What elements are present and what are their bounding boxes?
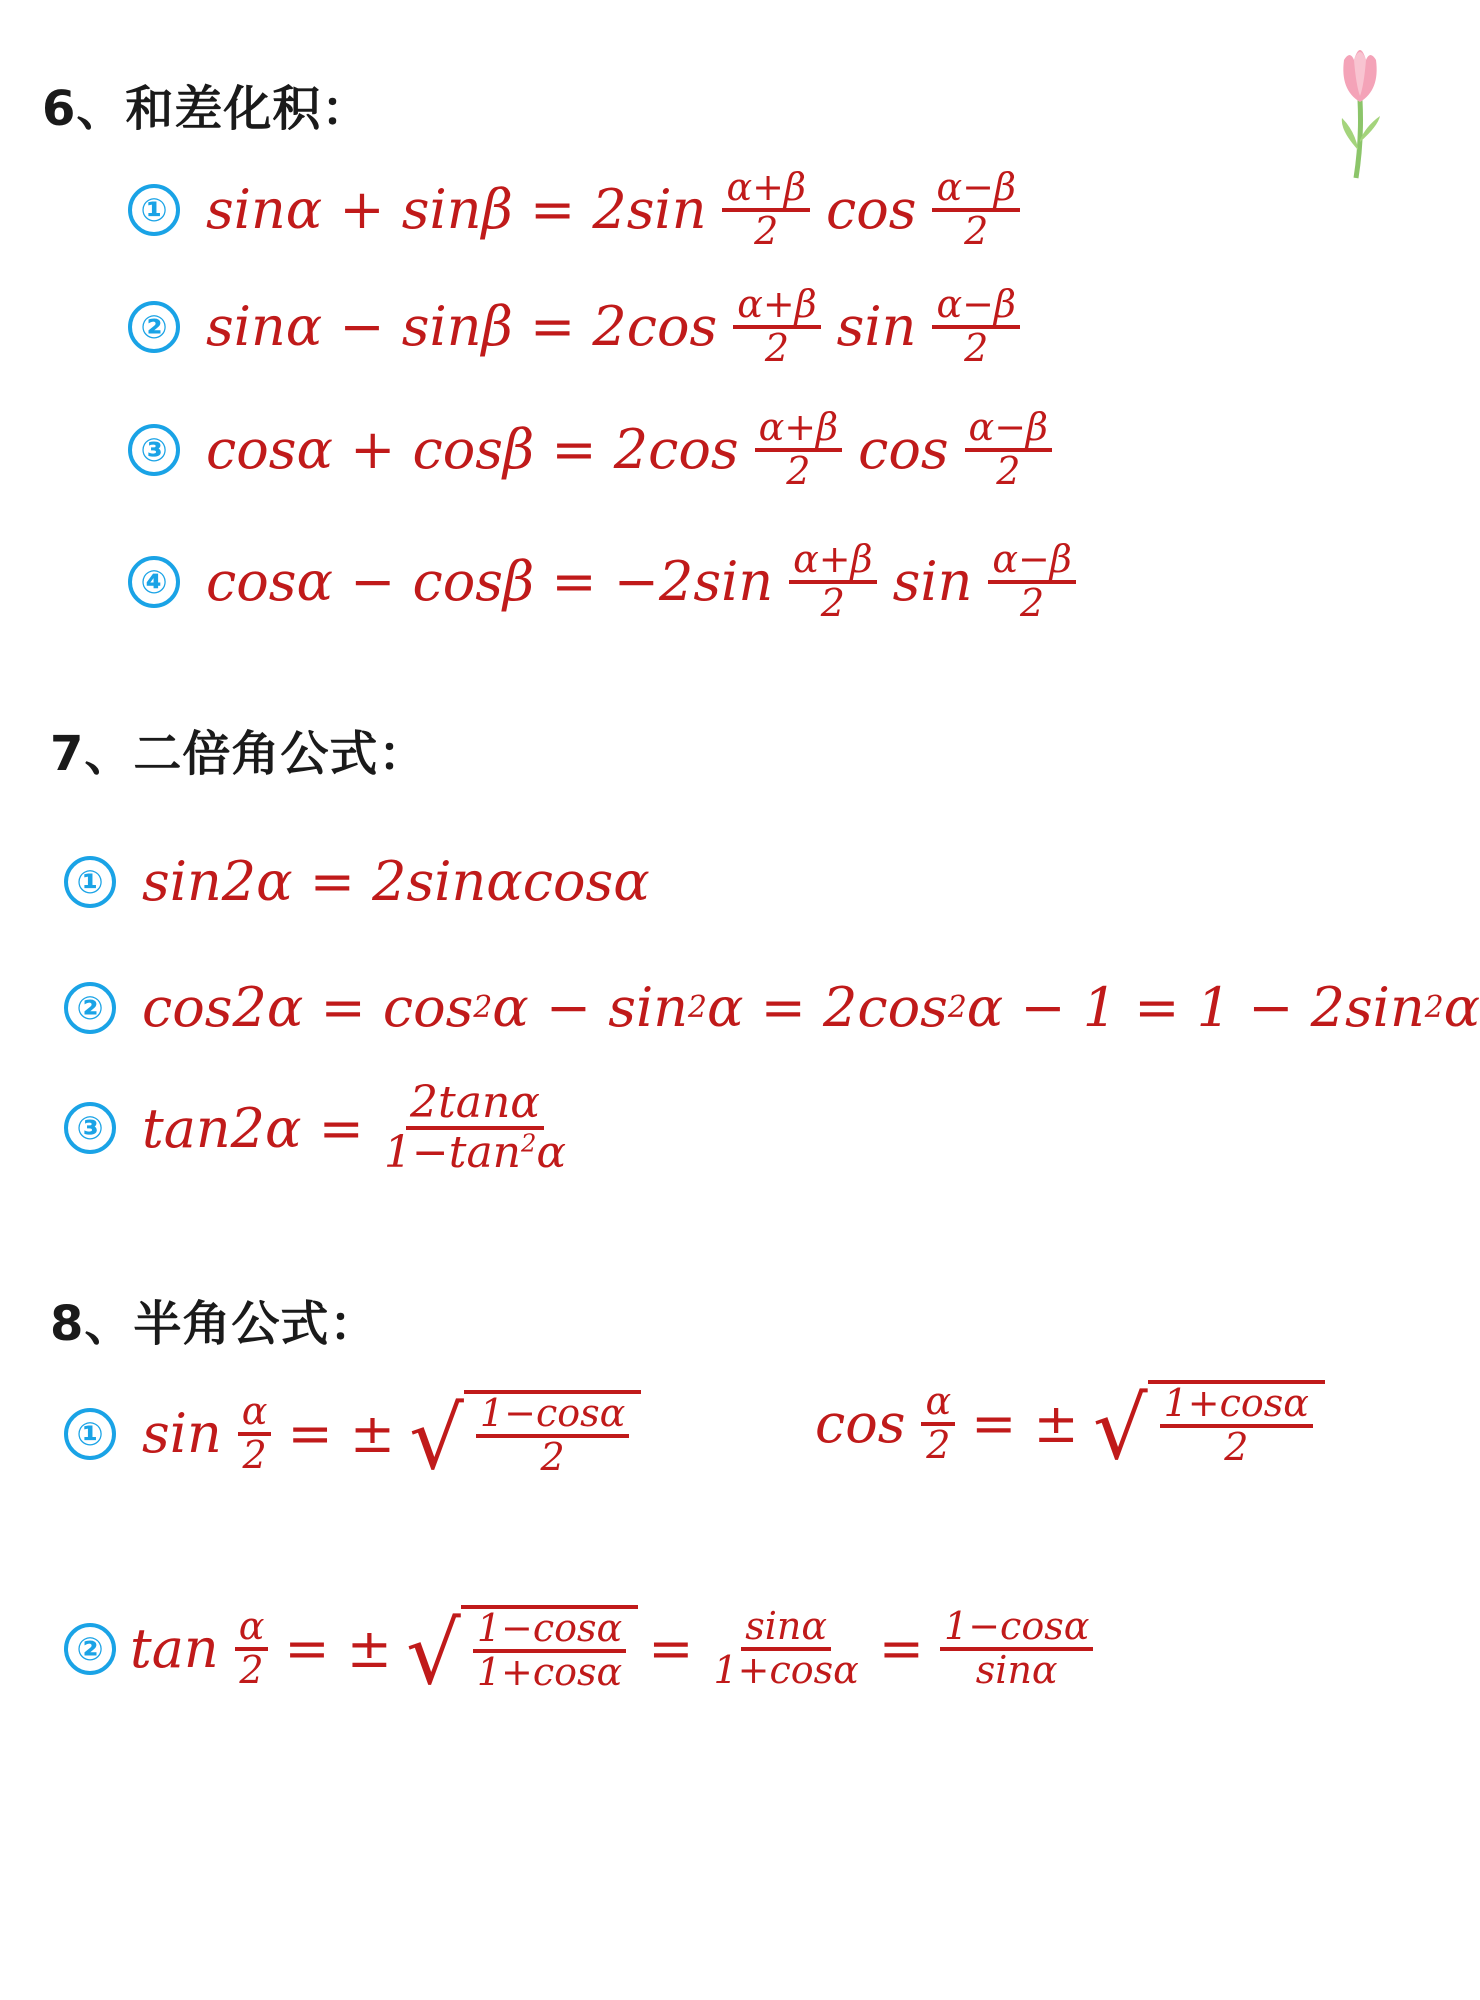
numerator: 1−cosα [476, 1394, 629, 1438]
exponent: 2 [473, 990, 493, 1025]
formula-lhs: tan2α = [142, 1096, 364, 1160]
numerator: α+β [733, 285, 820, 329]
radical-icon: √ [1092, 1379, 1148, 1479]
exponent: 2 [947, 990, 967, 1025]
fraction [473, 1606, 626, 1694]
denominator: 2 [786, 448, 811, 493]
formula-marker: ③ [128, 424, 180, 476]
denominator [380, 1127, 570, 1179]
numerator: 2tanα [406, 1080, 544, 1130]
fraction [1160, 1381, 1313, 1469]
sum-to-product-formula-4 [128, 537, 1082, 625]
numerator: α−β [988, 540, 1075, 584]
denominator: 2 [242, 1432, 267, 1477]
function-name: cos [815, 1392, 906, 1456]
formula-lhs: cosα − cosβ = −2sin [206, 550, 774, 614]
tulip-icon [1330, 30, 1390, 180]
numerator: α [238, 1392, 272, 1436]
denominator: 2 [1224, 1424, 1249, 1469]
fraction [789, 537, 876, 625]
formula-part: cos2α = cos [142, 976, 474, 1039]
formula-lhs: sinα + sinβ = 2sin [206, 178, 707, 242]
denominator: 2 [964, 208, 989, 253]
square-root [1092, 1379, 1325, 1479]
formula-marker: ③ [64, 1102, 116, 1154]
fraction [709, 1604, 862, 1692]
numerator: α+β [755, 408, 842, 452]
sum-to-product-formula-3 [128, 405, 1058, 493]
fraction [921, 1379, 955, 1467]
numerator: sinα [741, 1607, 831, 1651]
formula-marker: ④ [128, 556, 180, 608]
half-angle-formula-1-sin [64, 1389, 641, 1489]
formula-part: α = 2cos [706, 976, 948, 1039]
half-angle-formula-1-cos [815, 1379, 1325, 1479]
fraction [965, 405, 1052, 493]
numerator: α+β [722, 168, 809, 212]
function-name: sin [142, 1402, 222, 1466]
numerator: α [921, 1382, 955, 1426]
formula-marker: ① [64, 1408, 116, 1460]
fraction [932, 165, 1019, 253]
fraction [238, 1389, 272, 1477]
denominator: 2 [754, 208, 779, 253]
formula-mid: cos [858, 418, 949, 482]
equals-plus-minus: = ± [287, 1402, 396, 1466]
denominator-part: α [536, 1127, 567, 1179]
section-7-title: 7、二倍角公式： [50, 726, 428, 782]
formula-part: α − 1 = 1 − 2sin [966, 976, 1425, 1039]
exponent: 2 [1424, 990, 1444, 1025]
double-angle-formula-3 [64, 1077, 576, 1179]
formula-mid: cos [825, 178, 917, 242]
denominator: 1+cosα [476, 1649, 623, 1694]
formula-lhs: cosα + cosβ = 2cos [206, 418, 739, 482]
numerator: α−β [932, 168, 1019, 212]
denominator-part: 1−tan [383, 1127, 522, 1179]
fraction [988, 537, 1075, 625]
numerator: α+β [789, 540, 876, 584]
numerator: 1−cosα [473, 1609, 626, 1653]
fraction [733, 282, 820, 370]
denominator: 2 [964, 325, 989, 370]
fraction [940, 1604, 1093, 1692]
formula-marker: ② [128, 301, 180, 353]
section-8-title: 8、半角公式： [50, 1296, 379, 1352]
formula-mid: sin [892, 550, 973, 614]
denominator: 2 [820, 580, 845, 625]
fraction [476, 1391, 629, 1479]
fraction [755, 405, 842, 493]
formula-text: sin2α = 2sinαcosα [142, 850, 650, 913]
fraction [380, 1077, 570, 1179]
function-name: tan [130, 1617, 219, 1681]
formula-marker: ① [128, 184, 180, 236]
double-angle-formula-1 [64, 850, 650, 913]
numerator: α−β [932, 285, 1019, 329]
numerator: 1+cosα [1160, 1384, 1313, 1428]
equals-sign: = [878, 1617, 925, 1681]
formula-mid: sin [836, 295, 917, 359]
equals-plus-minus: = ± [971, 1392, 1079, 1456]
equals-plus-minus: = ± [284, 1617, 393, 1681]
equals-sign: = [648, 1617, 694, 1681]
section-6-title: 6、和差化积： [42, 81, 371, 137]
denominator: 2 [996, 448, 1021, 493]
fraction [932, 282, 1019, 370]
fraction [235, 1604, 269, 1692]
double-angle-formula-2 [64, 976, 1480, 1039]
formula-marker: ① [64, 856, 116, 908]
half-angle-formula-2-tan [64, 1604, 1099, 1704]
exponent: 2 [688, 990, 707, 1025]
formula-marker: ② [64, 1623, 116, 1675]
square-root [409, 1389, 641, 1489]
denominator: 2 [926, 1422, 951, 1467]
exponent: 2 [521, 1129, 537, 1158]
denominator: 2 [239, 1647, 264, 1692]
formula-marker: ② [64, 982, 116, 1034]
denominator: 2 [764, 325, 790, 370]
radical-icon: √ [406, 1604, 461, 1704]
denominator: sinα [975, 1647, 1058, 1692]
denominator: 1+cosα [713, 1647, 859, 1692]
numerator: α−β [965, 408, 1052, 452]
sum-to-product-formula-1 [128, 165, 1026, 253]
formula-part: α [1443, 976, 1480, 1039]
sum-to-product-formula-2 [128, 282, 1026, 370]
numerator: 1−cosα [940, 1607, 1093, 1651]
square-root [406, 1604, 638, 1704]
denominator: 2 [1020, 580, 1045, 625]
formula-lhs: sinα − sinβ = 2cos [206, 295, 718, 359]
fraction [722, 165, 809, 253]
formula-part: α − sin [492, 976, 689, 1039]
radical-icon: √ [409, 1389, 464, 1489]
denominator: 2 [540, 1434, 565, 1479]
numerator: α [235, 1607, 269, 1651]
